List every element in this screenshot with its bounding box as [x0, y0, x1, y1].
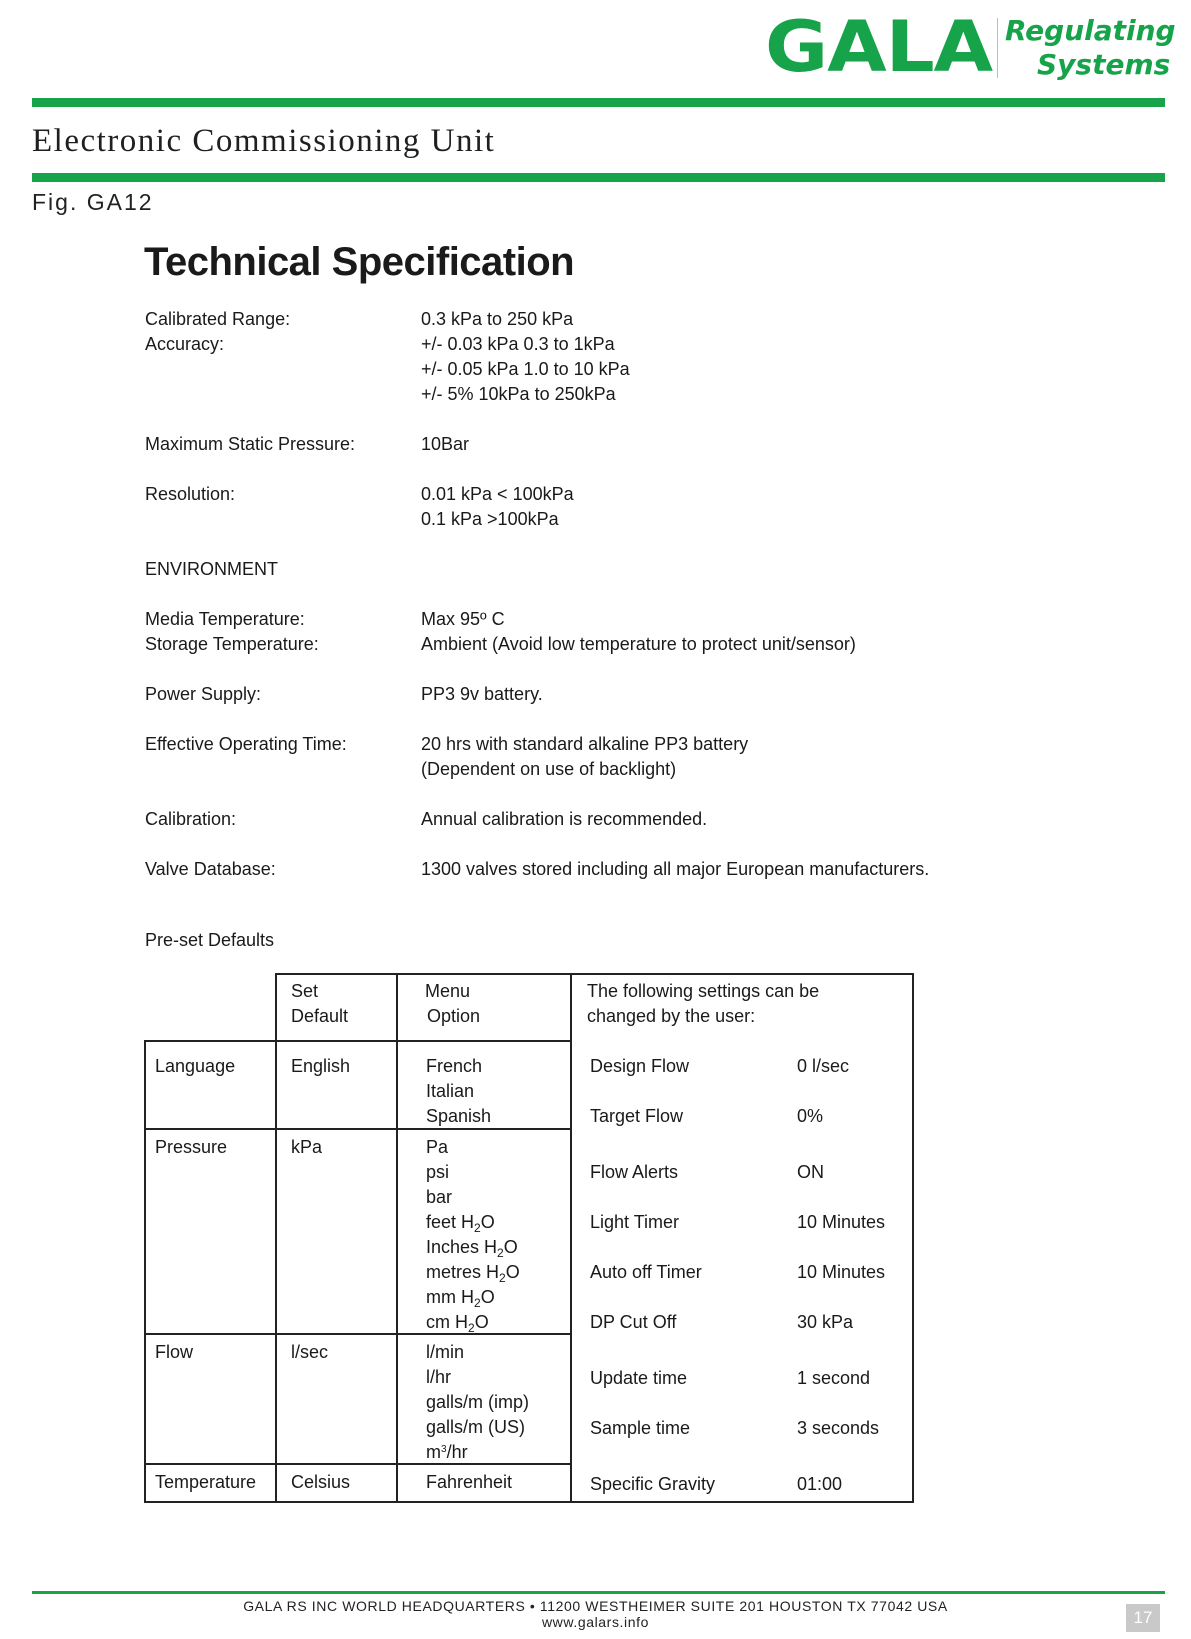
table-border-right: [912, 973, 914, 1503]
option-item: Fahrenheit: [426, 1472, 513, 1492]
spec-value-line: 0.3 kPa to 250 kPa: [421, 309, 574, 329]
option-item: Spanish: [426, 1106, 492, 1126]
spec-value-line: Ambient (Avoid low temperature to protect unit/sensor): [421, 634, 856, 654]
user-setting-value: ON: [797, 1162, 824, 1182]
row-options-temperature: [426, 1470, 512, 1495]
header-menu-option: [425, 979, 480, 1029]
user-setting-name: Update time: [590, 1368, 688, 1388]
option-item: Italian: [426, 1081, 475, 1101]
spec-heading: Technical Specification: [144, 240, 575, 284]
option-item: metres $H_2O$: [426, 1262, 520, 1285]
option-item: l/min: [426, 1342, 465, 1362]
user-setting-name: Light Timer: [590, 1212, 680, 1232]
row-options-flow: [426, 1340, 529, 1465]
row-name-language: Language: [155, 1056, 236, 1076]
spec-value-resolution: [421, 482, 574, 532]
spec-label-calibration: Calibration:: [145, 809, 237, 829]
spec-value-calibrated-range: [421, 307, 573, 332]
table-border-top: [276, 973, 914, 975]
preset-defaults-label: Pre-set Defaults: [145, 930, 275, 950]
brand-logo: [765, 6, 1176, 88]
option-item: psi: [426, 1162, 450, 1182]
user-setting-name: DP Cut Off: [590, 1312, 677, 1332]
document-title: Electronic Commissioning Unit: [32, 123, 496, 159]
spec-value-calibration: [421, 807, 707, 832]
user-setting-value: 1 second: [797, 1368, 871, 1388]
table-row-divider-1: [144, 1128, 571, 1130]
page-number: 17: [1126, 1604, 1160, 1632]
option-item: $m^3/hr$: [426, 1442, 468, 1462]
spec-value-line: +/- 0.03 kPa 0.3 to 1kPa: [421, 334, 615, 354]
spec-value-line: Annual calibration is recommended.: [421, 809, 708, 829]
row-default-pressure: kPa: [291, 1137, 323, 1157]
user-setting-name: Target Flow: [590, 1106, 684, 1126]
user-setting-name: Design Flow: [590, 1056, 690, 1076]
row-name-pressure: Pressure: [155, 1137, 228, 1157]
figure-label: Fig. GA12: [32, 189, 154, 215]
spec-value-valve-database: [421, 857, 929, 882]
user-setting-value: 3 seconds: [797, 1418, 880, 1438]
table-header-divider: [144, 1040, 571, 1042]
spec-value-line: 0.01 kPa < 100kPa: [421, 484, 574, 504]
row-name-temperature: Temperature: [155, 1472, 257, 1492]
header-rule-bottom: [32, 173, 1165, 182]
user-setting-name: Flow Alerts: [590, 1162, 679, 1182]
option-item: galls/m (imp): [426, 1392, 530, 1412]
logo-word: GALA: [765, 6, 993, 88]
spec-label-power-supply: Power Supply:: [145, 684, 262, 704]
table-col-divider-3: [570, 973, 572, 1503]
footer-website[interactable]: www.galars.info: [541, 1614, 650, 1630]
logo-tagline-line1: Regulating: [1005, 14, 1176, 47]
spec-value-storage-temperature: [421, 632, 856, 657]
spec-value-line: Max 95º C: [421, 609, 505, 629]
option-item: l/hr: [426, 1367, 452, 1387]
spec-section-environment: ENVIRONMENT: [145, 559, 279, 579]
spec-value-accuracy: [421, 332, 630, 407]
logo-tagline-line2: Systems: [1037, 48, 1171, 81]
spec-label-valve-database: Valve Database:: [145, 859, 276, 879]
user-setting-value: 10 Minutes: [797, 1262, 886, 1282]
option-item: French: [426, 1056, 483, 1076]
spec-value-media-temperature: [421, 607, 505, 632]
footer-rule: [32, 1591, 1165, 1594]
header-line: Set: [291, 981, 319, 1001]
option-item: bar: [426, 1187, 453, 1207]
logo-separator: [997, 18, 998, 78]
spec-label-max-static-pressure: Maximum Static Pressure:: [145, 434, 356, 454]
option-item: Inches $H_2O$: [426, 1237, 518, 1260]
table-col-divider-2: [396, 973, 398, 1503]
spec-value-line: +/- 0.05 kPa 1.0 to 10 kPa: [421, 359, 630, 379]
spec-label-resolution: Resolution:: [145, 484, 236, 504]
header-line: Option: [427, 1006, 481, 1026]
row-options-pressure: [426, 1135, 520, 1335]
user-setting-name: Specific Gravity: [590, 1474, 716, 1494]
option-item: Pa: [426, 1137, 449, 1157]
table-col-divider-1: [275, 973, 277, 1503]
user-setting-name: Auto off Timer: [590, 1262, 702, 1282]
table-border-bottom: [144, 1501, 914, 1503]
header-line: The following settings can be: [587, 981, 820, 1001]
row-default-temperature: Celsius: [291, 1472, 351, 1492]
user-setting-value: 10 Minutes: [797, 1212, 886, 1232]
spec-label-accuracy: Accuracy:: [145, 334, 225, 354]
option-item: cm $H_2O$: [426, 1312, 489, 1335]
row-default-flow: l/sec: [291, 1342, 329, 1362]
spec-value-line: 10Bar: [421, 434, 470, 454]
spec-value-line: (Dependent on use of backlight): [421, 759, 677, 779]
row-default-language: English: [291, 1056, 351, 1076]
header-rule-top: [32, 98, 1165, 107]
user-setting-name: Sample time: [590, 1418, 691, 1438]
spec-value-power-supply: [421, 682, 543, 707]
spec-label-storage-temperature: Storage Temperature:: [145, 634, 319, 654]
spec-value-line: 20 hrs with standard alkaline PP3 battery: [421, 734, 749, 754]
user-setting-value: 0 l/sec: [797, 1056, 850, 1076]
user-setting-value: 01:00: [797, 1474, 843, 1494]
option-item: mm $H_2O$: [426, 1287, 495, 1310]
user-setting-value: 0%: [797, 1106, 824, 1126]
spec-label-operating-time: Effective Operating Time:: [145, 734, 347, 754]
logo-tagline: [1005, 14, 1176, 82]
spec-value-operating-time: [421, 732, 748, 782]
spec-value-line: +/- 5% 10kPa to 250kPa: [421, 384, 616, 404]
table-border-left: [144, 1040, 146, 1503]
header-line: Default: [291, 1006, 349, 1026]
header-set-default: [291, 979, 348, 1029]
row-name-flow: Flow: [155, 1342, 194, 1362]
spec-value-line: PP3 9v battery.: [421, 684, 543, 704]
option-item: feet $H_2O$: [426, 1212, 495, 1235]
user-setting-value: 30 kPa: [797, 1312, 854, 1332]
spec-label-media-temperature: Media Temperature:: [145, 609, 305, 629]
option-item: galls/m (US): [426, 1417, 526, 1437]
spec-label-calibrated-range: Calibrated Range:: [145, 309, 291, 329]
header-line: Menu: [425, 981, 471, 1001]
header-line: changed by the user:: [587, 1006, 756, 1026]
spec-value-line: 1300 valves stored including all major European manufacturers.: [421, 859, 930, 879]
header-user-note: [587, 979, 819, 1029]
spec-value-max-static-pressure: [421, 432, 469, 457]
footer-address: GALA RS INC WORLD HEADQUARTERS • 11200 WESTHEIMER SUITE 201 HOUSTON TX 77042 USA: [243, 1598, 948, 1614]
spec-value-line: 0.1 kPa >100kPa: [421, 509, 559, 529]
row-options-language: [426, 1054, 491, 1129]
